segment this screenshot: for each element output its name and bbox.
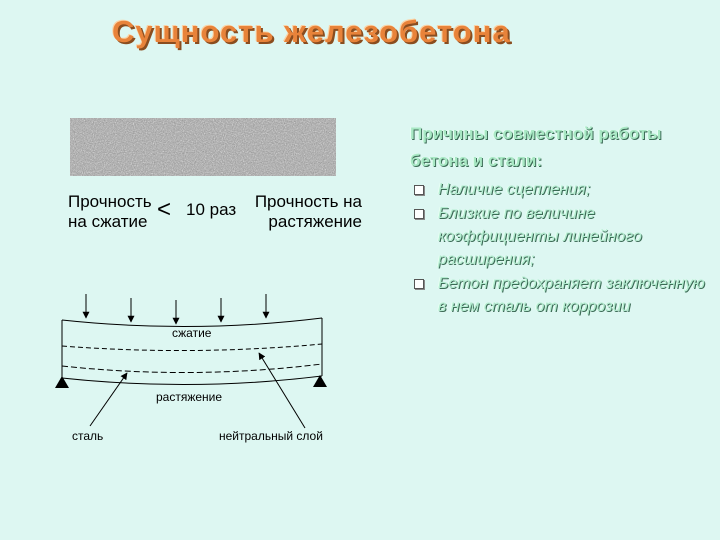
slide-title: Сущность железобетона: [112, 14, 511, 49]
square-bullet-icon: [414, 185, 424, 195]
steel-label: сталь: [72, 429, 104, 443]
tension-zone-label: растяжение: [156, 390, 223, 404]
compression-strength-label: Прочность на сжатие: [68, 192, 152, 231]
list-item: Бетон предохраняет заключенную в нем сталь от коррозии: [410, 272, 710, 318]
square-bullet-icon: [414, 209, 424, 219]
neutral-layer-label: нейтральный слой: [219, 429, 323, 443]
square-bullet-icon: [414, 279, 424, 289]
neutral-axis-line: [62, 344, 322, 351]
load-arrows: [86, 294, 266, 324]
compression-zone-label: сжатие: [172, 326, 212, 340]
left-support: [55, 376, 69, 388]
neutral-pointer-arrow: [259, 353, 305, 428]
list-item: Наличие сцепления;: [410, 178, 710, 201]
less-than-sign: <: [157, 196, 172, 223]
beam-bending-diagram: [0, 0, 380, 460]
strength-ratio: 10 раз: [186, 200, 237, 219]
steel-rebar-line: [62, 364, 322, 373]
tension-strength-label: Прочность на растяжение: [254, 192, 362, 231]
reasons-list: [410, 178, 710, 319]
beam-bottom-edge: [62, 376, 322, 385]
list-item: Близкие по величине коэффициенты линейного расширения;: [410, 202, 710, 271]
reasons-heading: Причины совместной работы бетона и стали:: [410, 124, 662, 170]
